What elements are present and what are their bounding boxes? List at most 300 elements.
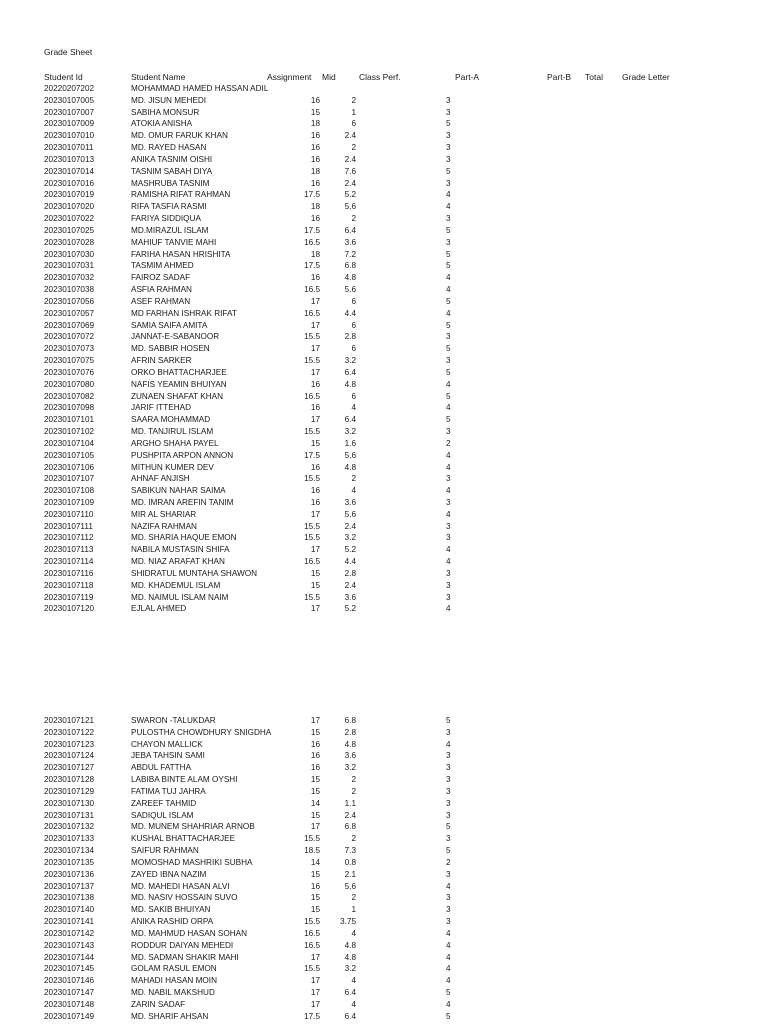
assignment-cell: 15 — [310, 107, 320, 117]
student-name-cell: MD. MUNEM SHAHRIAR ARNOB — [131, 822, 255, 832]
table-row — [0, 166, 768, 178]
table-block-2 — [0, 715, 768, 1023]
mid-cell: 5.2 — [344, 545, 356, 555]
part-a-cell: 3 — [446, 107, 451, 117]
assignment-cell: 15 — [310, 580, 320, 590]
student-id-cell: 20230107110 — [44, 509, 94, 519]
table-row — [0, 881, 768, 893]
student-id-cell: 20230107132 — [44, 822, 95, 832]
assignment-cell: 15 — [310, 775, 320, 785]
student-id-cell: 20230107136 — [44, 869, 95, 879]
student-id-cell: 20230107134 — [44, 846, 95, 856]
part-a-cell: 5 — [446, 261, 451, 271]
student-id-cell: 20230107057 — [44, 308, 95, 318]
mid-cell: 2.8 — [344, 568, 356, 578]
part-a-cell: 3 — [446, 356, 451, 366]
mid-cell: 4.4 — [344, 557, 356, 567]
table-row — [0, 379, 768, 391]
assignment-cell: 17 — [310, 509, 320, 519]
assignment-cell: 15.5 — [304, 964, 320, 974]
student-id-cell: 20230107076 — [44, 367, 95, 377]
mid-cell: 7.2 — [344, 249, 356, 259]
assignment-cell: 16 — [310, 486, 320, 496]
table-row — [0, 928, 768, 940]
assignment-cell: 17 — [310, 545, 320, 555]
assignment-cell: 16 — [310, 403, 320, 413]
part-a-cell: 3 — [446, 893, 451, 903]
part-a-cell: 4 — [446, 976, 451, 986]
mid-cell: 4 — [351, 976, 356, 986]
student-id-cell: 20230107073 — [44, 344, 95, 354]
assignment-cell: 16 — [310, 143, 320, 153]
part-a-cell: 4 — [446, 940, 451, 950]
student-id-cell: 20230107106 — [44, 462, 95, 472]
student-id-cell: 20230107148 — [44, 999, 95, 1009]
student-name-cell: MD. IMRAN AREFIN TANIM — [131, 497, 234, 507]
student-name-cell: JARIF ITTEHAD — [131, 403, 192, 413]
student-id-cell: 20230107142 — [44, 928, 95, 938]
mid-cell: 5.6 — [344, 881, 356, 891]
student-id-cell: 20230107135 — [44, 857, 95, 867]
student-name-cell: ASFIA RAHMAN — [131, 285, 192, 295]
student-id-cell: 20230107105 — [44, 450, 95, 460]
student-id-cell: 20230107056 — [44, 296, 95, 306]
student-name-cell: ASEF RAHMAN — [131, 296, 191, 306]
mid-cell: 7.3 — [344, 846, 356, 856]
table-row — [0, 497, 768, 509]
table-row — [0, 556, 768, 568]
assignment-cell: 17 — [310, 604, 320, 614]
assignment-cell: 17 — [310, 976, 320, 986]
assignment-cell: 17.5 — [304, 190, 320, 200]
student-name-cell: FARIYA SIDDIQUA — [131, 214, 201, 224]
assignment-cell: 17 — [310, 999, 320, 1009]
assignment-cell: 18 — [310, 119, 320, 129]
mid-cell: 4.8 — [344, 379, 356, 389]
student-name-cell: NAZIFA RAHMAN — [131, 521, 197, 531]
mid-cell: 6 — [351, 391, 356, 401]
mid-cell: 2 — [351, 214, 356, 224]
assignment-cell: 16.5 — [304, 391, 320, 401]
part-a-cell: 4 — [446, 486, 451, 496]
student-id-cell: 20230107120 — [44, 604, 95, 614]
part-a-cell: 5 — [446, 988, 451, 998]
mid-cell: 2.4 — [344, 580, 356, 590]
student-id-cell: 20230107146 — [44, 976, 95, 986]
assignment-cell: 15.5 — [304, 427, 320, 437]
student-id-cell: 20230107075 — [44, 356, 95, 366]
table-row — [0, 521, 768, 533]
student-id-cell: 20230107116 — [44, 568, 94, 578]
assignment-cell: 16 — [310, 273, 320, 283]
part-a-cell: 5 — [446, 846, 451, 856]
part-a-cell: 3 — [446, 154, 451, 164]
student-name-cell: ZAYED IBNA NAZIM — [131, 869, 207, 879]
student-name-cell: SABIKUN NAHAR SAIMA — [131, 486, 226, 496]
student-name-cell: MD. NASIV HOSSAIN SUVO — [131, 893, 238, 903]
student-name-cell: FAIROZ SADAF — [131, 273, 191, 283]
table-row — [0, 260, 768, 272]
student-name-cell: TASNIM SABAH DIYA — [131, 166, 213, 176]
part-a-cell: 5 — [446, 119, 451, 129]
student-id-cell: 20230107113 — [44, 545, 94, 555]
table-row — [0, 916, 768, 928]
student-name-cell: MD. NIAZ ARAFAT KHAN — [131, 557, 225, 567]
mid-cell: 3.2 — [344, 533, 356, 543]
mid-cell: 6.8 — [344, 261, 356, 271]
assignment-cell: 16 — [310, 763, 320, 773]
student-id-cell: 20230107030 — [44, 249, 95, 259]
part-a-cell: 3 — [446, 474, 451, 484]
table-row — [0, 857, 768, 869]
student-id-cell: 20230107013 — [44, 154, 95, 164]
header-class-perf: Class Perf. — [359, 72, 401, 82]
part-a-cell: 3 — [446, 568, 451, 578]
assignment-cell: 18 — [310, 166, 320, 176]
assignment-cell: 17 — [310, 367, 320, 377]
table-row — [0, 762, 768, 774]
mid-cell: 6.4 — [344, 988, 356, 998]
part-a-cell: 4 — [446, 450, 451, 460]
student-name-cell: AFRIN SARKER — [131, 356, 192, 366]
student-id-cell: 20230107144 — [44, 952, 95, 962]
student-id-cell: 20230107005 — [44, 95, 95, 105]
mid-cell: 2.4 — [344, 521, 356, 531]
mid-cell: 3.2 — [344, 427, 356, 437]
assignment-cell: 16 — [310, 497, 320, 507]
assignment-cell: 14 — [310, 798, 320, 808]
part-a-cell: 3 — [446, 869, 451, 879]
student-id-cell: 20230107141 — [44, 917, 95, 927]
student-id-cell: 20230107009 — [44, 119, 95, 129]
part-a-cell: 3 — [446, 917, 451, 927]
student-name-cell: ZUNAEN SHAFAT KHAN — [131, 391, 224, 401]
student-name-cell: ARGHO SHAHA PAYEL — [131, 438, 219, 448]
assignment-cell: 17 — [310, 822, 320, 832]
part-a-cell: 4 — [446, 202, 451, 212]
student-id-cell: 20230107011 — [44, 143, 94, 153]
student-name-cell: ATOKIA ANISHA — [131, 119, 193, 129]
student-name-cell: SAIFUR RAHMAN — [131, 846, 199, 856]
student-name-cell: SWARON -TALUKDAR — [131, 716, 216, 725]
student-name-cell: RODDUR DAIYAN MEHEDI — [131, 940, 234, 950]
student-name-cell: MD. RAYED HASAN — [131, 143, 207, 153]
student-name-cell: JEBA TAHSIN SAMI — [131, 751, 205, 761]
student-name-cell: ZARIN SADAF — [131, 999, 186, 1009]
student-id-cell: 20230107007 — [44, 107, 95, 117]
part-a-cell: 3 — [446, 798, 451, 808]
student-name-cell: ZAREEF TAHMID — [131, 798, 197, 808]
header-mid: Mid — [322, 72, 336, 82]
table-row — [0, 532, 768, 544]
part-a-cell: 5 — [446, 1011, 451, 1021]
table-row — [0, 750, 768, 762]
student-id-cell: 20230107101 — [44, 415, 95, 425]
student-name-cell: MD. SHARIF AHSAN — [131, 1011, 209, 1021]
mid-cell: 4 — [351, 403, 356, 413]
assignment-cell: 18.5 — [304, 846, 320, 856]
table-row — [0, 402, 768, 414]
assignment-cell: 15.5 — [304, 521, 320, 531]
mid-cell: 2.8 — [344, 332, 356, 342]
mid-cell: 3.6 — [344, 497, 356, 507]
part-a-cell: 3 — [446, 143, 451, 153]
mid-cell: 4.8 — [344, 940, 356, 950]
student-name-cell: MD FARHAN ISHRAK RIFAT — [131, 308, 237, 318]
student-name-cell: JANNAT-E-SABANOOR — [131, 332, 220, 342]
table-row — [0, 331, 768, 343]
part-a-cell: 5 — [446, 166, 451, 176]
table-block-1 — [0, 83, 768, 615]
student-name-cell: CHAYON MALLICK — [131, 739, 203, 749]
table-row — [0, 810, 768, 822]
mid-cell: 4 — [351, 928, 356, 938]
part-a-cell: 3 — [446, 214, 451, 224]
table-row — [0, 426, 768, 438]
assignment-cell: 15.5 — [304, 533, 320, 543]
mid-cell: 1.6 — [344, 438, 356, 448]
part-a-cell: 3 — [446, 751, 451, 761]
student-name-cell: MOMOSHAD MASHRIKI SUBHA — [131, 857, 253, 867]
mid-cell: 3.6 — [344, 751, 356, 761]
assignment-cell: 16 — [310, 154, 320, 164]
part-a-cell: 4 — [446, 509, 451, 519]
part-a-cell: 3 — [446, 497, 451, 507]
part-a-cell: 3 — [446, 834, 451, 844]
mid-cell: 6 — [351, 119, 356, 129]
student-name-cell: MD. NAIMUL ISLAM NAIM — [131, 592, 229, 602]
table-row — [0, 391, 768, 403]
mid-cell: 0.8 — [344, 857, 356, 867]
student-id-cell: 20230107131 — [44, 810, 95, 820]
mid-cell: 3.75 — [340, 917, 356, 927]
mid-cell: 5.6 — [344, 202, 356, 212]
table-row — [0, 308, 768, 320]
assignment-cell: 15 — [310, 869, 320, 879]
table-row — [0, 727, 768, 739]
student-name-cell: PULOSTHA CHOWDHURY SNIGDHA — [131, 727, 272, 737]
assignment-cell: 16 — [310, 379, 320, 389]
student-name-cell: ORKO BHATTACHARJEE — [131, 367, 227, 377]
mid-cell: 4.8 — [344, 462, 356, 472]
table-row — [0, 833, 768, 845]
assignment-cell: 16.5 — [304, 308, 320, 318]
part-a-cell: 3 — [446, 905, 451, 915]
assignment-cell: 18 — [310, 202, 320, 212]
student-name-cell: MD. TANJIRUL ISLAM — [131, 427, 214, 437]
assignment-cell: 16.5 — [304, 940, 320, 950]
part-a-cell: 3 — [446, 786, 451, 796]
table-row — [0, 320, 768, 332]
mid-cell: 2.1 — [344, 869, 356, 879]
assignment-cell: 15.5 — [304, 592, 320, 602]
student-id-cell: 20230107112 — [44, 533, 94, 543]
mid-cell: 5.6 — [344, 450, 356, 460]
table-row — [0, 83, 768, 95]
table-row — [0, 296, 768, 308]
part-a-cell: 4 — [446, 739, 451, 749]
part-a-cell: 4 — [446, 999, 451, 1009]
table-row — [0, 367, 768, 379]
student-name-cell: FARIHA HASAN HRISHITA — [131, 249, 231, 259]
part-a-cell: 3 — [446, 131, 451, 141]
student-id-cell: 20230107129 — [44, 786, 95, 796]
student-id-cell: 20230107119 — [44, 592, 94, 602]
student-name-cell: MD. OMUR FARUK KHAN — [131, 131, 228, 141]
assignment-cell: 16.5 — [304, 285, 320, 295]
student-id-cell: 20230107107 — [44, 474, 95, 484]
assignment-cell: 15.5 — [304, 917, 320, 927]
part-a-cell: 3 — [446, 810, 451, 820]
part-a-cell: 3 — [446, 178, 451, 188]
student-id-cell: 20230107130 — [44, 798, 95, 808]
table-row — [0, 975, 768, 987]
student-name-cell: MD. SHARIA HAQUE EMON — [131, 533, 237, 543]
student-id-cell: 20230107109 — [44, 497, 95, 507]
table-row — [0, 249, 768, 261]
student-name-cell: MIR AL SHARIAR — [131, 509, 197, 519]
part-a-cell: 5 — [446, 822, 451, 832]
mid-cell: 2 — [351, 775, 356, 785]
table-row — [0, 509, 768, 521]
mid-cell: 6.4 — [344, 415, 356, 425]
student-name-cell: SHIDRATUL MUNTAHA SHAWON — [131, 568, 257, 578]
table-row — [0, 450, 768, 462]
student-id-cell: 20230107123 — [44, 739, 95, 749]
part-a-cell: 4 — [446, 285, 451, 295]
student-id-cell: 20230107149 — [44, 1011, 95, 1021]
part-a-cell: 3 — [446, 533, 451, 543]
student-name-cell: MAHADI HASAN MOIN — [131, 976, 217, 986]
header-student-id: Student Id — [44, 72, 83, 82]
student-name-cell: FATIMA TUJ JAHRA — [131, 786, 206, 796]
header-assignment: Assignment — [267, 72, 312, 82]
table-row — [0, 272, 768, 284]
table-row — [0, 118, 768, 130]
part-a-cell: 5 — [446, 367, 451, 377]
assignment-cell: 16 — [310, 751, 320, 761]
mid-cell: 2.4 — [344, 178, 356, 188]
student-id-cell: 20230107124 — [44, 751, 95, 761]
table-row — [0, 798, 768, 810]
mid-cell: 6 — [351, 344, 356, 354]
mid-cell: 4 — [351, 999, 356, 1009]
student-id-cell: 20230107010 — [44, 131, 95, 141]
part-a-cell: 4 — [446, 273, 451, 283]
student-id-cell: 20230107098 — [44, 403, 95, 413]
part-a-cell: 5 — [446, 320, 451, 330]
table-row — [0, 580, 768, 592]
assignment-cell: 17 — [310, 296, 320, 306]
table-row — [0, 178, 768, 190]
mid-cell: 2 — [351, 474, 356, 484]
table-row — [0, 987, 768, 999]
table-row — [0, 963, 768, 975]
student-id-cell: 20230107114 — [44, 557, 94, 567]
student-name-cell: ABDUL FATTHA — [131, 763, 192, 773]
student-id-cell: 20230107127 — [44, 763, 95, 773]
assignment-cell: 17 — [310, 320, 320, 330]
student-name-cell: MD. SAKIB BHUIYAN — [131, 905, 211, 915]
student-id-cell: 20230107069 — [44, 320, 95, 330]
assignment-cell: 17 — [310, 415, 320, 425]
student-name-cell: ANIKA TASNIM OISHI — [131, 154, 213, 164]
part-a-cell: 4 — [446, 379, 451, 389]
table-row — [0, 869, 768, 881]
student-name-cell: MD. JISUN MEHEDI — [131, 95, 207, 105]
table-row — [0, 892, 768, 904]
header-part-a: Part-A — [455, 72, 480, 82]
mid-cell: 6.4 — [344, 225, 356, 235]
assignment-cell: 16.5 — [304, 557, 320, 567]
mid-cell: 1.1 — [344, 798, 356, 808]
student-name-cell: SADIQUL ISLAM — [131, 810, 194, 820]
student-id-cell: 20230107133 — [44, 834, 95, 844]
mid-cell: 4.8 — [344, 273, 356, 283]
table-row — [0, 355, 768, 367]
part-a-cell: 4 — [446, 462, 451, 472]
assignment-cell: 17.5 — [304, 450, 320, 460]
table-row — [0, 774, 768, 786]
mid-cell: 3.2 — [344, 356, 356, 366]
student-name-cell: TASMIM AHMED — [131, 261, 194, 271]
table-row — [0, 1011, 768, 1023]
mid-cell: 5.6 — [344, 285, 356, 295]
part-a-cell: 4 — [446, 604, 451, 614]
mid-cell: 4 — [351, 486, 356, 496]
student-name-cell: NAFIS YEAMIN BHUIYAN — [131, 379, 227, 389]
student-name-cell: EJLAL AHMED — [131, 604, 187, 614]
mid-cell: 2.4 — [344, 810, 356, 820]
assignment-cell: 17.5 — [304, 225, 320, 235]
table-row — [0, 107, 768, 119]
part-a-cell: 5 — [446, 344, 451, 354]
student-id-cell: 20230107014 — [44, 166, 95, 176]
student-name-cell: MD. KHADEMUL ISLAM — [131, 580, 221, 590]
part-a-cell: 4 — [446, 557, 451, 567]
table-row — [0, 845, 768, 857]
part-a-cell: 3 — [446, 580, 451, 590]
student-id-cell: 20230107145 — [44, 964, 95, 974]
student-id-cell: 20230107108 — [44, 486, 95, 496]
student-id-cell: 20230107031 — [44, 261, 95, 271]
part-a-cell: 5 — [446, 391, 451, 401]
table-row — [0, 786, 768, 798]
mid-cell: 2 — [351, 834, 356, 844]
part-a-cell: 5 — [446, 249, 451, 259]
student-name-cell: MD. MAHEDI HASAN ALVI — [131, 881, 230, 891]
mid-cell: 2.4 — [344, 131, 356, 141]
assignment-cell: 15 — [310, 893, 320, 903]
student-name-cell: ANIKA RASHID ORPA — [131, 917, 214, 927]
mid-cell: 2.4 — [344, 154, 356, 164]
assignment-cell: 15 — [310, 905, 320, 915]
part-a-cell: 4 — [446, 964, 451, 974]
mid-cell: 4.8 — [344, 739, 356, 749]
part-a-cell: 3 — [446, 763, 451, 773]
table-row — [0, 95, 768, 107]
part-a-cell: 4 — [446, 928, 451, 938]
table-row — [0, 284, 768, 296]
table-row — [0, 213, 768, 225]
mid-cell: 6.8 — [344, 822, 356, 832]
assignment-cell: 17.5 — [304, 261, 320, 271]
assignment-cell: 16 — [310, 214, 320, 224]
header-total: Total — [585, 72, 603, 82]
student-name-cell: MD.MIRAZUL ISLAM — [131, 225, 209, 235]
student-id-cell: 20230107032 — [44, 273, 95, 283]
part-a-cell: 5 — [446, 415, 451, 425]
